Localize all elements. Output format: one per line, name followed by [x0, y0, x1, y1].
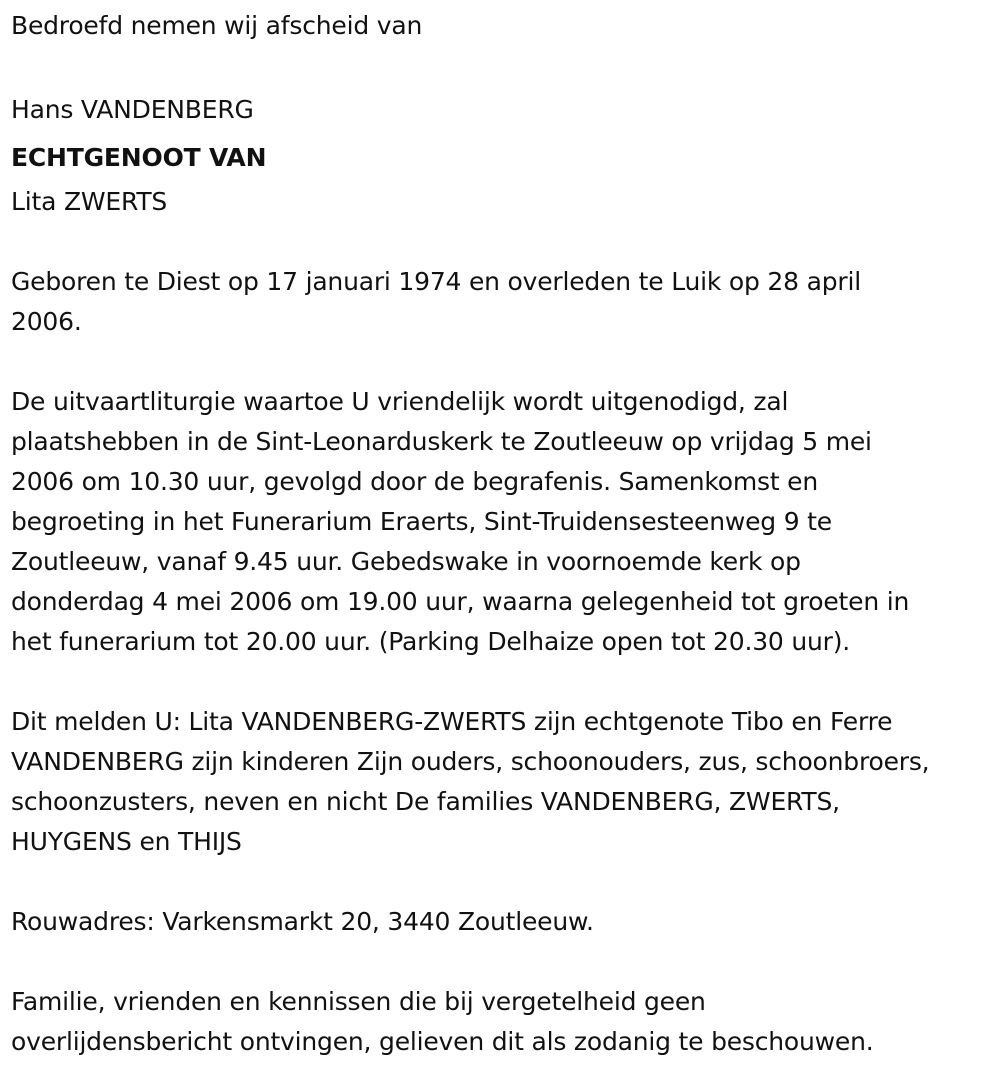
- closing-line: Familie, vrienden en kennissen die bij vergetelheid geen: [11, 987, 706, 1016]
- funeral-paragraph: [11, 382, 995, 662]
- funeral-line: donderdag 4 mei 2006 om 19.00 uur, waarna gelegenheid tot groeten in: [11, 587, 910, 616]
- announcers-line: Dit melden U: Lita VANDENBERG-ZWERTS zijn echtgenote Tibo en Ferre: [11, 707, 893, 736]
- funeral-line: De uitvaartliturgie waartoe U vriendelijk wordt uitgenodigd, zal: [11, 387, 789, 416]
- funeral-line: 2006 om 10.30 uur, gevolgd door de begrafenis. Samenkomst en: [11, 467, 819, 496]
- closing-line: overlijdensbericht ontvingen, gelieven dit als zodanig te beschouwen.: [11, 1027, 874, 1056]
- funeral-line: Zoutleeuw, vanaf 9.45 uur. Gebedswake in voornoemde kerk op: [11, 547, 801, 576]
- intro-line: Bedroefd nemen wij afscheid van: [11, 11, 423, 40]
- funeral-line: begroeting in het Funerarium Eraerts, Sint-Truidensesteenweg 9 te: [11, 507, 832, 536]
- closing-paragraph: [11, 982, 995, 1062]
- deceased-name: Hans VANDENBERG: [11, 95, 254, 124]
- funeral-line: plaatshebben in de Sint-Leonarduskerk te Zoutleeuw op vrijdag 5 mei: [11, 427, 872, 456]
- announcers-line: schoonzusters, neven en nicht De families VANDENBERG, ZWERTS,: [11, 787, 840, 816]
- obituary-document: [11, 6, 995, 1062]
- relation-heading: ECHTGENOOT VAN: [11, 143, 267, 172]
- birth-death-line-2: 2006.: [11, 307, 82, 336]
- spouse-name: Lita ZWERTS: [11, 187, 168, 216]
- birth-death-line-1: Geboren te Diest op 17 januari 1974 en overleden te Luik op 28 april: [11, 267, 861, 296]
- funeral-line: het funerarium tot 20.00 uur. (Parking Delhaize open tot 20.30 uur).: [11, 627, 851, 656]
- announcers-line: HUYGENS en THIJS: [11, 827, 242, 856]
- announcers-line: VANDENBERG zijn kinderen Zijn ouders, schoonouders, zus, schoonbroers,: [11, 747, 930, 776]
- mourning-address: Rouwadres: Varkensmarkt 20, 3440 Zoutleeuw.: [11, 907, 594, 936]
- announcers-paragraph: [11, 702, 995, 862]
- birth-death-paragraph: [11, 262, 995, 342]
